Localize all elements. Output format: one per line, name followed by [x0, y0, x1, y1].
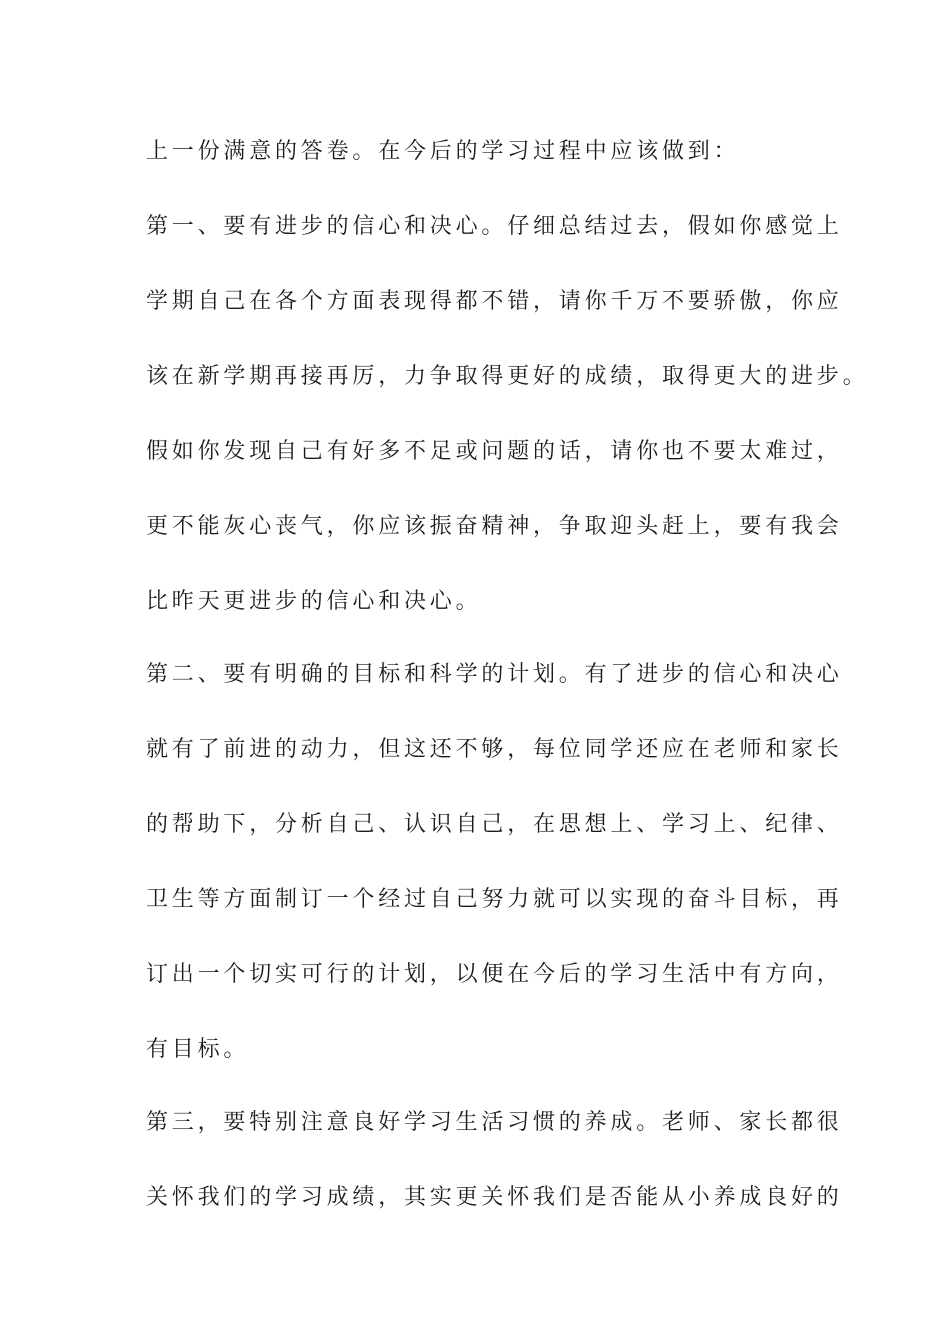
- text-line-9: 就有了前进的动力，但这还不够，每位同学还应在老师和家长: [146, 737, 843, 762]
- text-line-3: 学期自己在各个方面表现得都不错，请你千万不要骄傲，你应: [146, 289, 843, 314]
- text-line-8: 第二、要有明确的目标和科学的计划。有了进步的信心和决心: [146, 662, 843, 687]
- text-line-15: 关怀我们的学习成绩，其实更关怀我们是否能从小养成良好的: [146, 1185, 843, 1210]
- text-line-7: 比昨天更进步的信心和决心。: [146, 589, 482, 614]
- text-line-13: 有目标。: [146, 1037, 250, 1062]
- text-line-14: 第三，要特别注意良好学习生活习惯的养成。老师、家长都很: [146, 1110, 843, 1135]
- text-line-2: 第一、要有进步的信心和决心。仔细总结过去，假如你感觉上: [146, 214, 843, 239]
- text-line-10: 的帮助下，分析自己、认识自己，在思想上、学习上、纪律、: [146, 812, 843, 837]
- text-line-5: 假如你发现自己有好多不足或问题的话，请你也不要太难过，: [146, 439, 843, 464]
- text-line-1: 上一份满意的答卷。在今后的学习过程中应该做到：: [146, 139, 740, 164]
- text-line-6: 更不能灰心丧气，你应该振奋精神，争取迎头赶上，要有我会: [146, 514, 843, 539]
- text-line-12: 订出一个切实可行的计划，以便在今后的学习生活中有方向，: [146, 962, 843, 987]
- text-line-4: 该在新学期再接再厉，力争取得更好的成绩，取得更大的进步。: [146, 364, 869, 389]
- text-line-11: 卫生等方面制订一个经过自己努力就可以实现的奋斗目标，再: [146, 887, 843, 912]
